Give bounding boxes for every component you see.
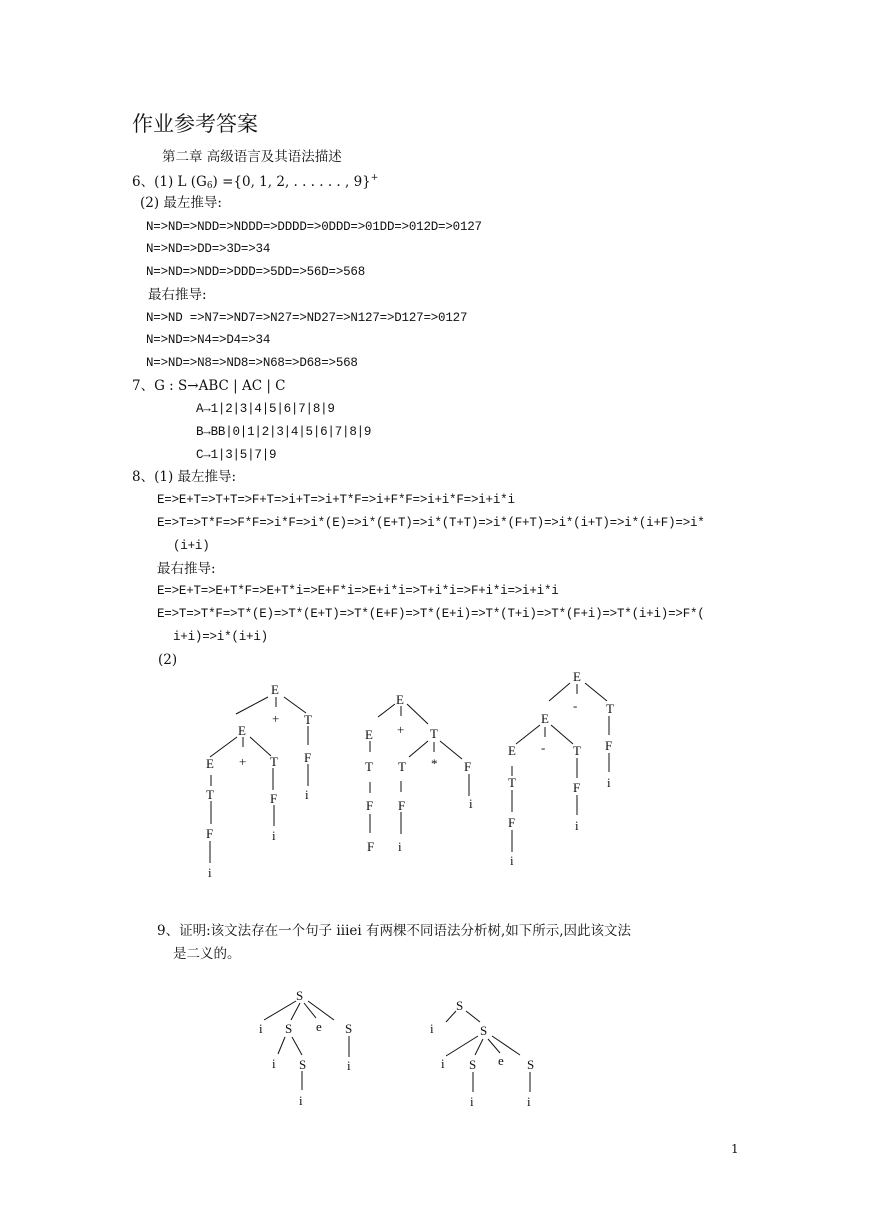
tree-node: S	[285, 1021, 293, 1036]
q6-part2-label: (2) 最左推导:	[140, 195, 222, 211]
tree-edge	[446, 1036, 478, 1056]
tree-node: E	[238, 723, 246, 738]
tree-node: i	[272, 1056, 276, 1071]
tree-node: E	[271, 682, 279, 697]
tree-node: i	[259, 1021, 263, 1036]
tree-node: T	[606, 701, 614, 716]
tree-node: E	[541, 711, 549, 726]
q8-rightmost-1: E=>E+T=>E+T*F=>E+T*i=>E+F*i=>E+i*i=>T+i*i=>F+i*i=>i+i*i	[157, 584, 559, 598]
q8-head: 8、(1) 最左推导:	[132, 469, 237, 485]
tree-node: i	[469, 796, 473, 811]
tree-node: i	[272, 828, 276, 843]
tree-node: T	[270, 754, 278, 769]
tree-node: i	[527, 1094, 531, 1109]
tree-node: i	[607, 775, 611, 790]
tree-node: T	[304, 712, 312, 727]
tree-node: +	[239, 754, 247, 769]
q8-rightmost-2b: i+i)=>i*(i+i)	[173, 630, 268, 644]
tree-node: F	[464, 759, 472, 774]
tree-edge	[446, 1011, 456, 1022]
tree-node: S	[345, 1021, 353, 1036]
tree-node: S	[456, 998, 464, 1013]
tree-node: F	[270, 791, 278, 806]
tree-node: E	[365, 727, 373, 742]
tree-node: T	[508, 775, 516, 790]
q7-rule-a: A→1|2|3|4|5|6|7|8|9	[196, 402, 335, 416]
tree-node: T	[365, 759, 373, 774]
tree-node: F	[367, 839, 375, 854]
q6-rightmost-1: N=>ND =>N7=>ND7=>N27=>ND27=>N127=>D127=>0127	[146, 311, 468, 325]
q8-leftmost-2a: E=>T=>T*F=>F*F=>i*F=>i*(E)=>i*(E+T)=>i*(T+T)=>i*(F+T)=>i*(i+T)=>i*(i+F)=>i*	[157, 516, 705, 530]
tree-node: S	[296, 988, 304, 1003]
tree-node: F	[398, 798, 406, 813]
tree-node: F	[605, 738, 613, 753]
tree-node: *	[431, 756, 438, 771]
q6-suffix: ) ={0, 1, 2, . . . . . . , 9}	[212, 174, 371, 190]
q6-subscript: 6	[206, 181, 213, 191]
q6-rightmost-3: N=>ND=>N8=>ND8=>N68=>D68=>568	[146, 356, 358, 370]
q6-superscript: +	[370, 173, 379, 183]
q8-leftmost-2b: (i+i)	[173, 539, 210, 553]
q6-prefix: 6、(1) L (G	[132, 174, 207, 190]
tree-node: S	[469, 1057, 477, 1072]
q6-leftmost-1: N=>ND=>NDD=>NDDD=>DDDD=>0DDD=>01DD=>012D=>0127	[146, 220, 482, 234]
tree-node: i	[299, 1093, 303, 1108]
tree-node: e	[316, 1019, 322, 1034]
q6-leftmost-3: N=>ND=>NDD=>DDD=>5DD=>56D=>568	[146, 265, 366, 279]
chapter-heading: 第二章 高级语言及其语法描述	[162, 149, 342, 165]
tree-node: T	[398, 759, 406, 774]
tree-node: i	[575, 818, 579, 833]
tree-node: i	[208, 865, 212, 880]
tree-node: S	[527, 1057, 535, 1072]
tree-node: -	[541, 740, 546, 755]
q6-rightmost-label: 最右推导:	[148, 287, 207, 303]
page-number: 1	[731, 1142, 739, 1156]
tree-edge	[492, 1036, 520, 1055]
tree-node: S	[480, 1023, 488, 1038]
tree-node: S	[299, 1057, 307, 1072]
tree-node: +	[397, 722, 405, 737]
tree-node: E	[396, 692, 404, 707]
page-title: 作业参考答案	[132, 112, 258, 136]
tree-node: E	[573, 669, 581, 684]
tree-node: i	[430, 1021, 434, 1036]
tree-node: F	[206, 826, 214, 841]
q7-head: 7、G : S→ABC | AC | C	[132, 378, 286, 394]
q6-rightmost-2: N=>ND=>N4=>D4=>34	[146, 333, 271, 347]
q9-line-2: 是二义的。	[173, 946, 241, 962]
tree-edge	[466, 1011, 480, 1022]
q7-rule-c: C→1|3|5|7|9	[196, 448, 277, 462]
tree-node: i	[470, 1094, 474, 1109]
q8-rightmost-2a: E=>T=>T*F=>T*(E)=>T*(E+T)=>T*(E+F)=>T*(E+i)=>T*(T+i)=>T*(F+i)=>T*(i+i)=>F*(	[157, 607, 705, 621]
tree-node: i	[305, 787, 309, 802]
q9-line-1: 9、证明:该文法存在一个句子 iiiei 有两棵不同语法分析树,如下所示,因此该文法	[157, 923, 632, 939]
tree-node: i	[347, 1058, 351, 1073]
q8-leftmost-1: E=>E+T=>T+T=>F+T=>i+T=>i+T*F=>i+F*F=>i+i*F=>i+i*i	[157, 493, 515, 507]
tree-node: E	[206, 756, 214, 771]
tree-node: e	[498, 1053, 504, 1068]
tree-node: F	[304, 750, 312, 765]
tree-node: +	[272, 711, 280, 726]
tree-node: F	[508, 815, 516, 830]
q6-leftmost-2: N=>ND=>DD=>3D=>34	[146, 242, 271, 256]
tree-node: T	[430, 726, 438, 741]
tree-node: F	[573, 780, 581, 795]
tree-node: i	[441, 1056, 445, 1071]
q8-part2-label: (2)	[158, 652, 178, 668]
tree-node: T	[206, 787, 214, 802]
q7-rule-b: B→BB|0|1|2|3|4|5|6|7|8|9	[196, 425, 372, 439]
tree-node: E	[508, 743, 516, 758]
tree-edge	[475, 1039, 483, 1055]
tree-node: i	[510, 853, 514, 868]
tree-node: T	[573, 743, 581, 758]
tree-node: i	[398, 839, 402, 854]
q8-rightmost-label: 最右推导:	[157, 561, 216, 577]
tree-edge	[488, 1039, 500, 1053]
tree-node: F	[366, 798, 374, 813]
tree-node: -	[573, 698, 578, 713]
